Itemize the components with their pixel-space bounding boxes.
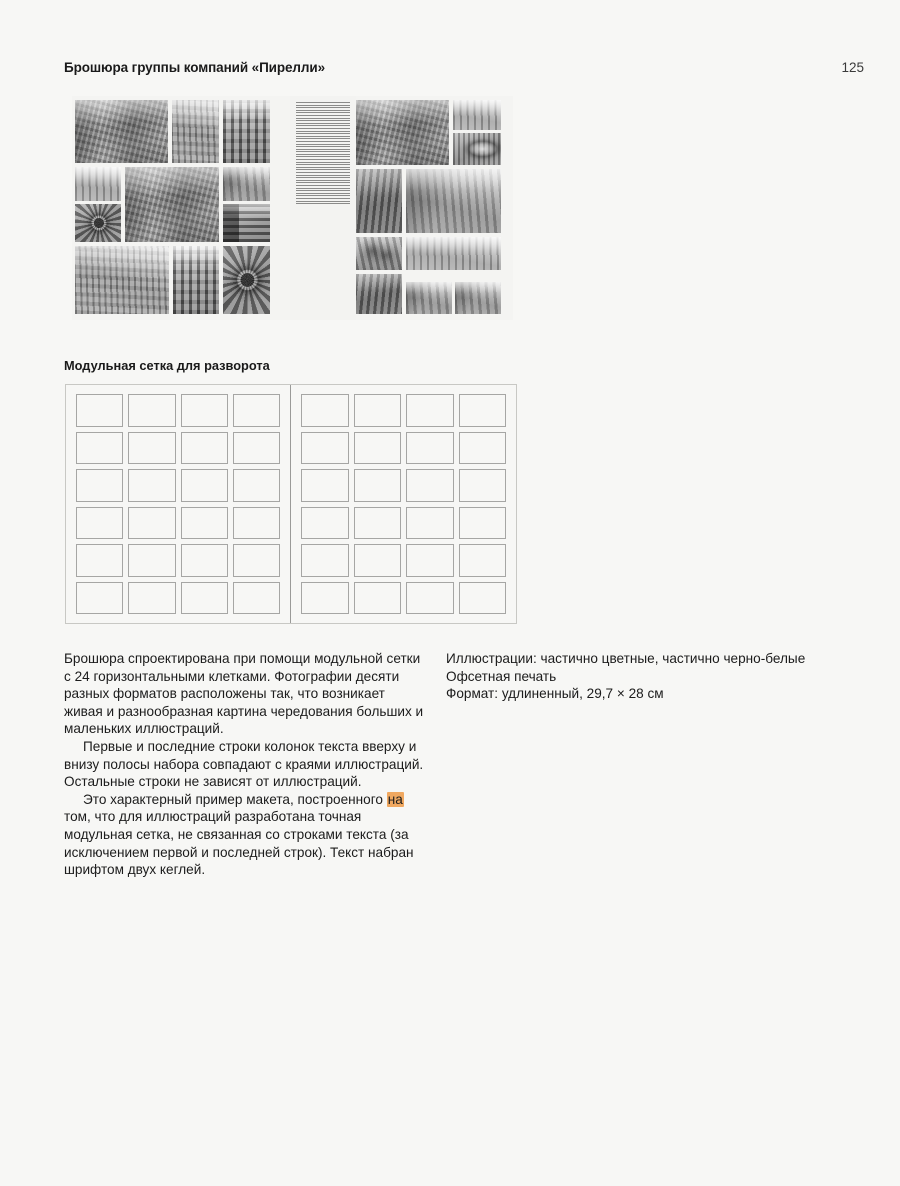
grid-cell bbox=[354, 582, 402, 615]
grid-cell bbox=[354, 507, 402, 540]
grid-cell bbox=[76, 544, 123, 577]
grid-cell bbox=[233, 469, 280, 502]
photo-aerial-town bbox=[75, 167, 121, 201]
grid-cell bbox=[233, 582, 280, 615]
paragraph-3 bbox=[64, 791, 424, 879]
photo-trees-foreground bbox=[356, 237, 402, 270]
grid-cell bbox=[128, 469, 175, 502]
grid-cell bbox=[76, 507, 123, 540]
grid-cell bbox=[128, 394, 175, 427]
grid-cell bbox=[406, 507, 454, 540]
photo-coastal-works bbox=[455, 282, 501, 314]
montage-caption-column bbox=[296, 102, 350, 214]
grid-cell bbox=[406, 432, 454, 465]
spread-photo-montage bbox=[72, 96, 513, 320]
photo-plant-with-mountains bbox=[406, 169, 501, 233]
grid-cell bbox=[128, 582, 175, 615]
photo-tyre-wheel bbox=[75, 204, 121, 242]
photo-aerial-industrial-estate bbox=[356, 100, 449, 165]
photo-factory-wall bbox=[356, 274, 402, 314]
grid-cell bbox=[181, 394, 228, 427]
grid-page-right bbox=[291, 385, 516, 623]
grid-cell bbox=[76, 469, 123, 502]
grid-cell bbox=[181, 469, 228, 502]
photo-aerial-hillside-works bbox=[223, 167, 270, 201]
grid-cell bbox=[301, 544, 349, 577]
running-head bbox=[64, 60, 864, 75]
grid-cell bbox=[181, 582, 228, 615]
photo-works-entrance bbox=[453, 100, 501, 130]
grid-cell bbox=[406, 469, 454, 502]
grid-cell bbox=[459, 432, 507, 465]
photo-modern-block bbox=[173, 246, 219, 314]
grid-cell bbox=[354, 544, 402, 577]
photo-low-buildings bbox=[406, 282, 452, 314]
production-note-format: Формат: удлиненный, 29,7 × 28 см bbox=[446, 686, 664, 702]
grid-page-right-inner bbox=[301, 394, 506, 614]
production-note-printing: Офсетная печать bbox=[446, 668, 557, 684]
grid-cell bbox=[233, 394, 280, 427]
grid-cell bbox=[406, 582, 454, 615]
grid-cell bbox=[181, 544, 228, 577]
modular-grid-diagram bbox=[65, 384, 517, 624]
grid-cell bbox=[354, 394, 402, 427]
grid-cell bbox=[76, 582, 123, 615]
grid-cell bbox=[406, 544, 454, 577]
grid-cell bbox=[301, 432, 349, 465]
grid-cell bbox=[128, 432, 175, 465]
body-text-left-column bbox=[64, 650, 424, 879]
grid-cell bbox=[459, 507, 507, 540]
grid-page-left-inner bbox=[76, 394, 280, 614]
photo-aerial-rail-yard bbox=[172, 100, 219, 163]
grid-cell bbox=[459, 469, 507, 502]
grid-cell bbox=[406, 394, 454, 427]
paragraph-3-lead: Это характерный пример макета, построенного bbox=[83, 791, 387, 807]
grid-cell bbox=[459, 544, 507, 577]
photo-aerial-factory-fields bbox=[75, 100, 168, 163]
figure-caption: Модульная сетка для разворота bbox=[64, 358, 270, 373]
paragraph-3-tail: том, что для иллюстраций разработана точная модульная сетка, не связанная со строками текста (за исключением первой и последней строк). Текст набран шрифтом двух кеглей. bbox=[64, 809, 414, 878]
montage-right-page bbox=[356, 96, 513, 320]
grid-cell bbox=[459, 582, 507, 615]
photo-office-tower bbox=[223, 204, 270, 242]
grid-cell-matrix-left bbox=[76, 394, 280, 614]
grid-cell bbox=[459, 394, 507, 427]
grid-cell bbox=[233, 507, 280, 540]
grid-cell bbox=[354, 432, 402, 465]
grid-cell-matrix-right bbox=[301, 394, 506, 614]
grid-cell bbox=[301, 469, 349, 502]
body-text-right-column bbox=[446, 650, 846, 703]
grid-cell bbox=[301, 582, 349, 615]
highlighted-word: на bbox=[387, 791, 403, 807]
grid-cell bbox=[181, 432, 228, 465]
photo-machinery-drum bbox=[223, 246, 270, 314]
grid-cell bbox=[301, 394, 349, 427]
grid-cell bbox=[181, 507, 228, 540]
photo-plant-forecourt bbox=[75, 246, 169, 314]
photo-aerial-plant-large bbox=[125, 167, 219, 242]
page-number: 125 bbox=[841, 60, 864, 75]
grid-cell bbox=[233, 544, 280, 577]
grid-cell bbox=[128, 544, 175, 577]
photo-factory-building bbox=[223, 100, 270, 163]
grid-cell bbox=[76, 432, 123, 465]
grid-cell bbox=[233, 432, 280, 465]
paragraph-1: Брошюра спроектирована при помощи модульной сетки с 24 горизонтальными клетками. Фотографии десяти разных форматов расположены так, что возникает живая и разнообразная картина чередования больших и маленьких иллюстраций. bbox=[64, 651, 424, 737]
grid-page-left bbox=[66, 385, 291, 623]
grid-cell bbox=[354, 469, 402, 502]
montage-center-gutter bbox=[290, 96, 356, 320]
page-title: Брошюра группы компаний «Пирелли» bbox=[64, 60, 325, 75]
photo-cable-spool bbox=[453, 133, 501, 165]
photo-wide-landscape bbox=[406, 237, 501, 270]
grid-cell bbox=[76, 394, 123, 427]
grid-cell bbox=[301, 507, 349, 540]
photo-railway-sidings bbox=[356, 169, 402, 233]
grid-cell bbox=[128, 507, 175, 540]
production-note-illustrations: Иллюстрации: частично цветные, частично черно-белые bbox=[446, 651, 806, 666]
montage-left-page bbox=[72, 96, 290, 320]
paragraph-2: Первые и последние строки колонок текста вверху и внизу полосы набора совпадают с краями иллюстраций. Остальные строки не зависят от иллюстраций. bbox=[64, 738, 424, 790]
